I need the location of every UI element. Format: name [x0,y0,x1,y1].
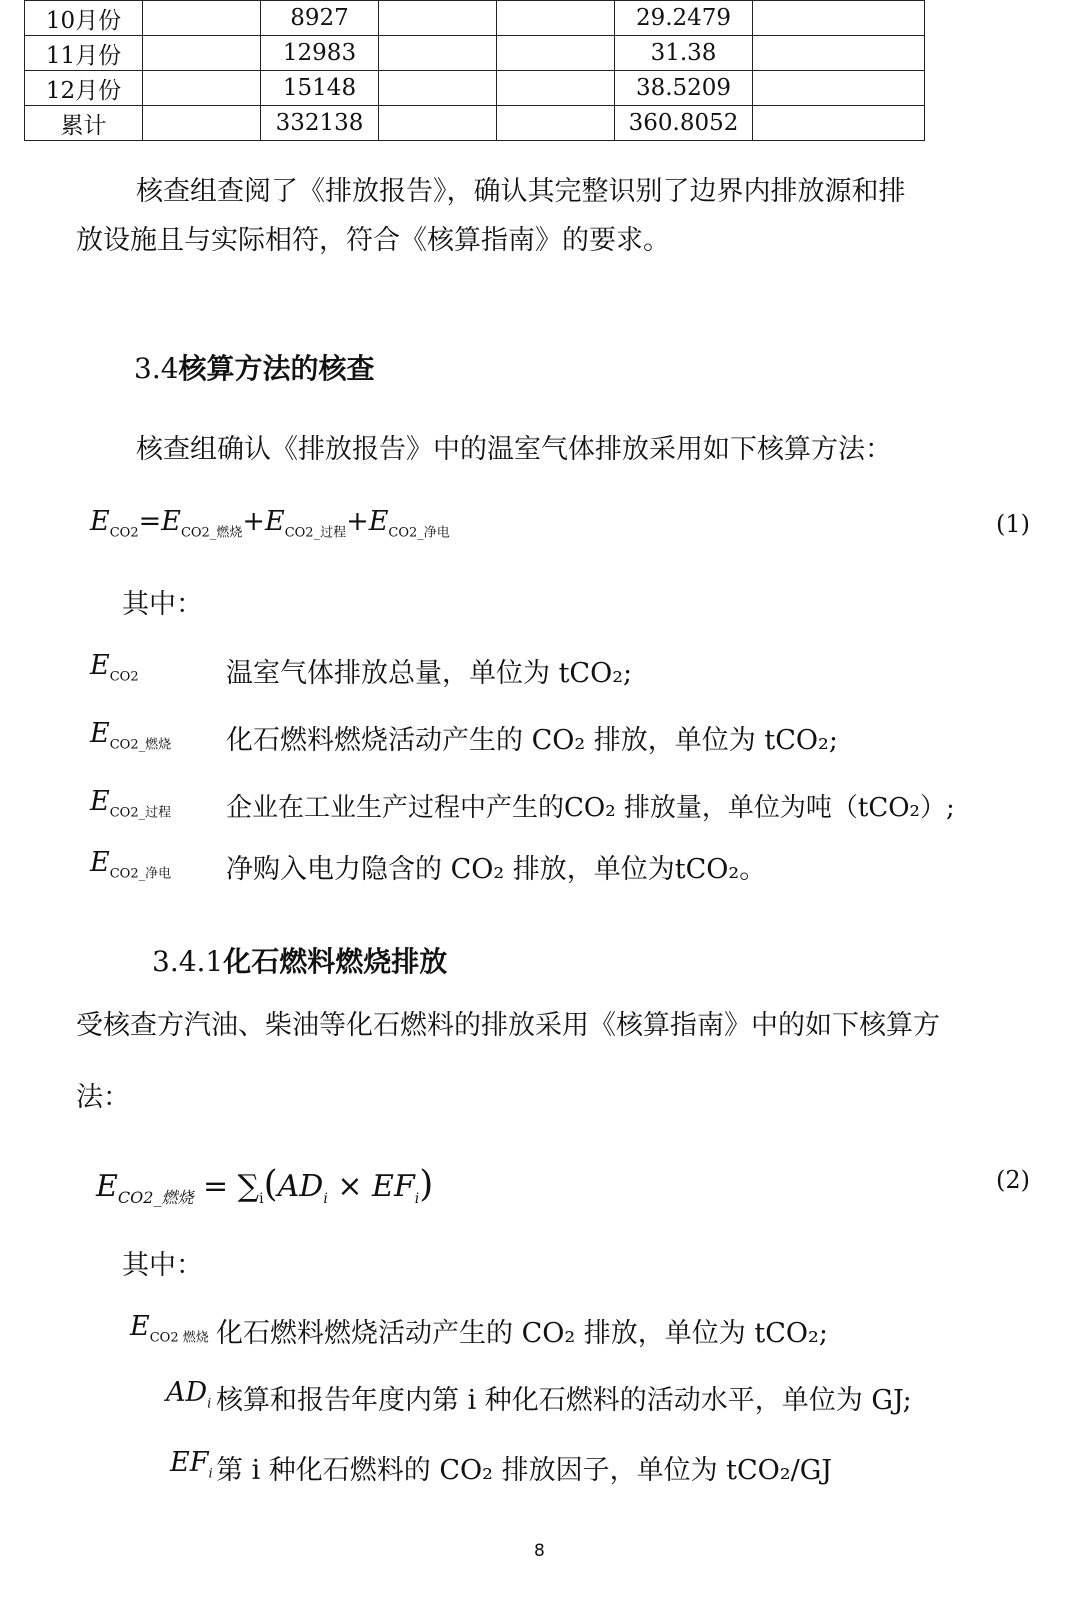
definition-symbol: $E_{CO2\_燃烧}$ [90,718,172,753]
definition-symbol: $E_{CO2\_净电}$ [90,847,172,882]
definition-symbol: $AD_i$ [166,1377,212,1412]
table-cell [497,106,615,141]
paragraph-line: 放设施且与实际相符，符合《核算指南》的要求。 [76,225,670,256]
table-cell [497,1,615,36]
definition-text: 净购入电力隐含的 CO₂ 排放，单位为tCO₂。 [226,854,767,885]
definition-text: 化石燃料燃烧活动产生的 CO₂ 排放，单位为 tCO₂; [226,725,838,756]
section-title: 化石燃料燃烧排放 [223,945,448,978]
table-cell: 31.38 [615,36,753,71]
definition-text: 核算和报告年度内第 i 种化石燃料的活动水平，单位为 GJ; [216,1385,912,1416]
equation-number: (1) [996,510,1030,538]
where-label: 其中： [122,1250,203,1281]
table-cell: 29.2479 [615,1,753,36]
table-cell: 10月份 [25,1,143,36]
table-cell: 12983 [261,36,379,71]
table-cell: 12月份 [25,71,143,106]
table-cell: 8927 [261,1,379,36]
table-row [25,106,925,141]
table-row [25,36,925,71]
table-cell [753,71,925,106]
table-cell [753,1,925,36]
table-cell: 11月份 [25,36,143,71]
paragraph-line: 受核查方汽油、柴油等化石燃料的排放采用《核算指南》中的如下核算方 [76,1010,940,1041]
table-cell [753,106,925,141]
table-cell: 332138 [261,106,379,141]
definition-symbol: $E_{CO2 燃烧}$ [130,1311,209,1346]
table-row [25,71,925,106]
table-cell [379,1,497,36]
definition-symbol: $E_{CO2\_过程}$ [90,786,172,821]
definition-text: 化石燃料燃烧活动产生的 CO₂ 排放，单位为 tCO₂; [216,1318,828,1349]
section-number: 3.4 [134,352,179,385]
table-cell [143,106,261,141]
section-heading [152,940,447,980]
paragraph-line: 法： [76,1082,130,1113]
table-cell [379,36,497,71]
table-cell: 38.5209 [615,71,753,106]
table-row [25,1,925,36]
section-title: 核算方法的核查 [178,352,375,385]
table-cell [497,71,615,106]
equation-1: $E_{CO2}=E_{CO2\_燃烧}+E_{CO2\_过程}+E_{CO2\_净电}$ [90,506,450,541]
table-cell [143,36,261,71]
table-cell [753,36,925,71]
definition-symbol: $EF_i$ [170,1447,213,1482]
where-label: 其中： [122,589,203,620]
definition-symbol: $E_{CO2}$ [90,650,139,685]
table-cell: 360.8052 [615,106,753,141]
table-cell [143,1,261,36]
table-cell [143,71,261,106]
definition-text: 第 i 种化石燃料的 CO₂ 排放因子，单位为 tCO₂/GJ [216,1455,833,1486]
page-number: 8 [534,1541,545,1561]
table-cell [379,106,497,141]
equation-number: (2) [996,1166,1030,1194]
paragraph-line: 核查组查阅了《排放报告》，确认其完整识别了边界内排放源和排 [136,176,906,207]
equation-2: $E_{CO2\_燃烧} = \sum_i(AD_i \times EF_i)$ [96,1164,434,1207]
table-cell [379,71,497,106]
paragraph-line: 核查组确认《排放报告》中的温室气体排放采用如下核算方法： [136,434,892,465]
table-cell: 15148 [261,71,379,106]
monthly-emissions-table [24,0,925,141]
definition-text: 温室气体排放总量，单位为 tCO₂; [226,658,633,689]
table-cell: 累计 [25,106,143,141]
section-heading [134,347,375,387]
definition-text: 企业在工业生产过程中产生的CO₂ 排放量，单位为吨（tCO₂）; [226,793,955,823]
section-number: 3.4.1 [152,945,224,978]
table-cell [497,36,615,71]
